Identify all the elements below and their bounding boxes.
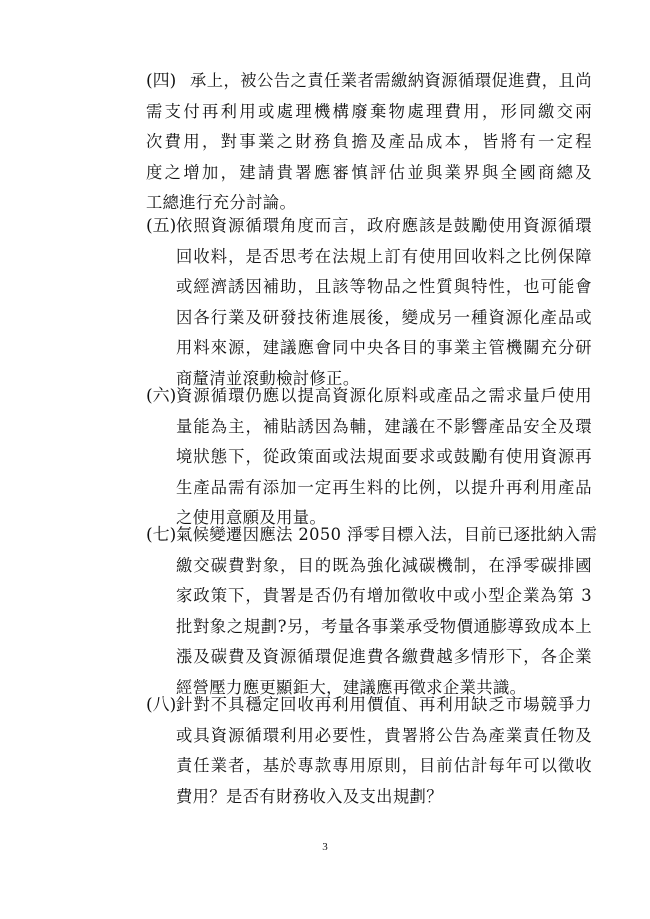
text-line: 費用？是否有財務收入及支出規劃？ bbox=[176, 786, 443, 806]
text-line: 因各行業及研發技術進展後，變成另一種資源化產品或 bbox=[176, 307, 592, 327]
text-line: 依照資源循環角度而言，政府應該是鼓勵使用資源循環 bbox=[176, 216, 592, 235]
text-line: 承上，被公告之責任業者需繳納資源循環促進費，且尚 bbox=[190, 71, 592, 90]
item-4 bbox=[146, 66, 592, 219]
text-line: 漲及碳費及資源循環促進費各繳費越多情形下，各企業 bbox=[176, 647, 592, 667]
item-6 bbox=[146, 381, 592, 534]
item-8 bbox=[146, 690, 592, 812]
text-line: 工總進行充分討論。 bbox=[146, 193, 297, 213]
text-line: 度之增加，建請貴署應審慎評估並與業界與全國商總及 bbox=[146, 162, 592, 182]
page-number: 3 bbox=[322, 841, 328, 853]
text-line: 經營壓力應更顯鉅大，建議應再徵求企業共識。 bbox=[176, 677, 527, 697]
item-5 bbox=[146, 211, 592, 395]
item-7 bbox=[146, 520, 598, 704]
text-line: 次費用，對事業之財務負擔及產品成本，皆將有一定程 bbox=[146, 132, 592, 152]
item-label: (五) bbox=[146, 216, 177, 236]
text-line: 資源循環仍應以提高資源化原料或產品之需求量戶使用 bbox=[176, 386, 592, 405]
text-line: 繳交碳費對象，目的既為強化減碳機制，在淨零碳排國 bbox=[176, 555, 592, 575]
item-label: (八) bbox=[146, 695, 177, 715]
text-line: 責任業者，基於專款專用原則，目前估計每年可以徵收 bbox=[176, 756, 592, 776]
text-line: 批對象之規劃?另，考量各事業承受物價通膨導致成本上 bbox=[176, 616, 592, 636]
text-line: 生產品需有添加一定再生料的比例，以提升再利用產品 bbox=[176, 477, 592, 497]
text-line: 氣候變遷因應法 2050 淨零目標入法，目前已逐批納入需 bbox=[176, 525, 598, 544]
item-label: (七) bbox=[146, 525, 177, 545]
text-line: 或經濟誘因補助，且該等物品之性質與特性，也可能會 bbox=[176, 277, 592, 297]
text-line: 量能為主，補貼誘因為輔，建議在不影響產品安全及環 bbox=[176, 416, 592, 436]
text-line: 商釐清並滾動檢討修正。 bbox=[176, 368, 360, 388]
text-line: 回收料，是否思考在法規上訂有使用回收料之比例保障 bbox=[176, 246, 592, 266]
text-line: 針對不具穩定回收再利用價值、再利用缺乏市場競爭力 bbox=[176, 695, 592, 714]
item-label: (四) bbox=[146, 71, 177, 91]
item-label: (六) bbox=[146, 386, 177, 406]
text-line: 境狀態下，從政策面或法規面要求或鼓勵有使用資源再 bbox=[176, 447, 592, 467]
text-line: 之使用意願及用量。 bbox=[176, 508, 327, 528]
text-line: 或具資源循環利用必要性，貴署將公告為產業責任物及 bbox=[176, 725, 592, 745]
text-line: 用料來源，建議應會同中央各目的事業主管機關充分研 bbox=[176, 338, 592, 358]
text-line: 家政策下，貴署是否仍有增加徵收中或小型企業為第 3 bbox=[176, 586, 592, 606]
text-line: 需支付再利用或處理機構廢棄物處理費用，形同繳交兩 bbox=[146, 101, 592, 121]
